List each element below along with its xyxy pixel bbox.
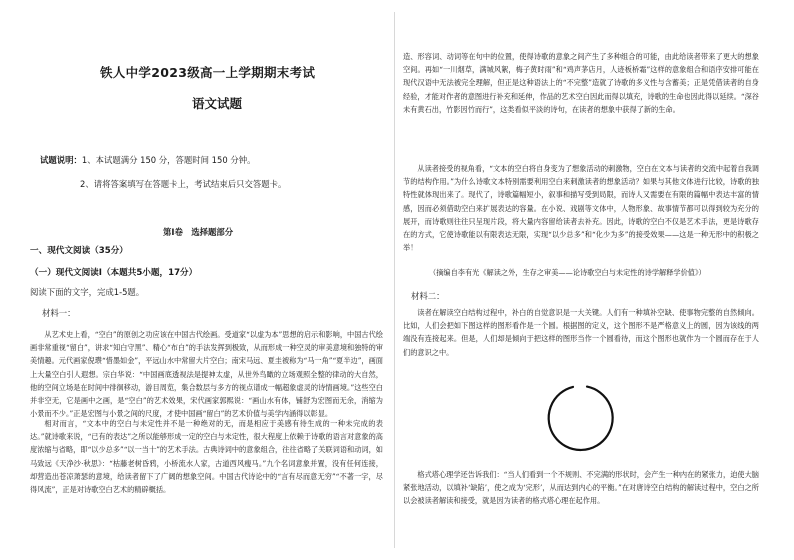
paragraph-6: 格式塔心理学还告诉我们：“当人们看到一个不规则、不完满的形状时，会产生一种内在的紧张力，迫使大脑紧张地活动，以填补‘缺陷’，使之成为‘完形’，从而达到内心的平衡。”在对唐诗空白结构的解读过程中，空白之所以会被读者解读和接受，就是因为读者的格式塔心理在起作用。 <box>403 470 759 506</box>
subpart-heading: （一）现代文阅读Ⅰ（本题共5小题，17分） <box>30 268 198 278</box>
instructions-line2: 2、请将答案填写在答题卡上，考试结束后只交答题卡。 <box>80 179 287 189</box>
reading-instruction: 阅读下面的文字，完成1-5题。 <box>30 287 145 297</box>
instructions-line1 <box>40 154 255 166</box>
exam-title: 铁人中学2023级高一上学期期末考试 <box>100 65 316 80</box>
left-column <box>30 0 385 560</box>
incomplete-circle-figure <box>543 380 619 456</box>
incomplete-circle-icon <box>543 380 619 456</box>
column-divider <box>394 12 395 548</box>
section-title: 第Ⅰ卷 选择题部分 <box>163 227 234 237</box>
instructions-lead: 试题说明： <box>40 155 82 165</box>
paragraph-4: 从读者接受的视角看，“文本的空白将自身变为了想象活动的刺激物，空白在文本与读者的交流中起着自我调节的结构作用。”为什么诗歌文本特别需要利用空白来刺激读者的想象活动？如果与其他文体进行比较，诗歌的独特性就体现出来了。现代了，诗歌篇幅短小，叙事和描写受到局限，而诗人又需要在有限的篇幅中表达丰富的情感，因而必须借助空白来扩展表达的容量。在小说、戏剧等文体中，人物形象、故事情节都可以得到较为充分的展开，而诗歌则往往只呈现片段，将大量内容留给读者去补充。因此，诗歌的空白不仅是艺术手法，更是诗歌存在的方式，它使诗歌能以有限表达无限，实现“以少总多”和“化少为多”的接受效果——这是一种无形中的积极之举！ <box>403 164 759 253</box>
material-1-label: 材料一： <box>42 308 76 318</box>
citation: （摘编自李有光《解读之外，生存之审美——论诗歌空白与未定性的诗学解释学价值》） <box>429 268 706 277</box>
instructions-text1: 1、本试题满分 150 分，答题时间 150 分钟。 <box>81 155 256 165</box>
paragraph-3: 造、形容词、动词等在句中的位置，使得诗歌的意象之间产生了多种组合的可能，由此给读者带来了更大的想象空间。再如“一川烟草，满城风絮，梅子黄时雨”和“鸡声茅店月，人迹板桥霜”这样的意象组合和语序安排可能在现代汉语中无法被完全理解，但正是这种语法上的“不完整”造就了诗歌的多义性与含蓄美；正是凭借读者的自身经验，才能对作者的意图进行补充和延伸，作品的艺术空白因此而得以填充，诗歌的生命也因此得以延续。“深谷未有黄石出，竹影因竹而行”，这类看似平淡的诗句，在读者的想象中获得了新的生命。 <box>403 52 759 114</box>
paragraph-1: 从艺术史上看，“空白”的原创之功应该在中国古代绘画。受道家“以虚为本”思想的启示和影响，中国古代绘画非常重视“留白”，讲求“知白守黑”、精心“布白”的手法发挥到极致，从而形成一种空灵的审美意境和独特的审美情趣。元代画家倪瓒“惜墨如金”，平远山水中常留大片空白；南宋马远、夏圭被称为“马一角”“夏半边”，画面上大量空白引人遐想。宗白华说：“中国画底透视法是提神太虚，从世外鸟瞰的立场观照全整的律动的大自然，他的空间立场是在时间中徘徊移动，游目周览，集合数层与多方的视点谱成一幅超象虚灵的诗情画境。”这些空白并非空无，它是画中之画，是“空白”的艺术效果，宋代画家郭熙说：“画山水有体，铺舒为宏图而无余，消缩为小景而不少。”正是宏图与小景之间的尺度，才使中国画“留白”的艺术价值与美学内涵得以彰显。 <box>30 330 383 419</box>
exam-subtitle: 语文试题 <box>192 96 243 111</box>
right-column <box>403 0 761 560</box>
part-heading: 一、现代文阅读（35分） <box>30 246 128 256</box>
paragraph-5: 读者在解读空白结构过程中，补白的自觉意识是一大关键。人们有一种填补空缺、使事物完整的自然倾向。比如，人们会把如下图这样的图形看作是一个圆。根据图的定义，这个图形不是严格意义上的圆，因为该线的两端没有连接起来。但是，人们却是倾向于把这样的图形当作一个圆看待，而这个图形也就作为一个圆而存在于人们的意识之中。 <box>403 308 759 357</box>
material-2-label: 材料二： <box>411 291 445 301</box>
paragraph-2: 相对而言，“文本中的空白与未定性并不是一种绝对的无，而是相应于美感有待生成的一种未完成的表达。”就诗歌来说，“已有的表达”之所以能够形成一定的空白与未定性，很大程度上依赖于诗歌的语言对意象的高度浓缩与省略，即“以少总多”“以一当十”的艺术手法。古典诗词中的意象组合，往往省略了关联词语和动词，如马致远《天净沙·秋思》：“枯藤老树昏鸦，小桥流水人家，古道西风瘦马。”九个名词意象并置，没有任何连接，却营造出苍凉萧瑟的意境，给读者留下了广阔的想象空间。中国古代诗论中的“言有尽而意无穷”“不著一字，尽得风流”，正是对诗歌空白艺术的精辟概括。 <box>30 419 383 495</box>
